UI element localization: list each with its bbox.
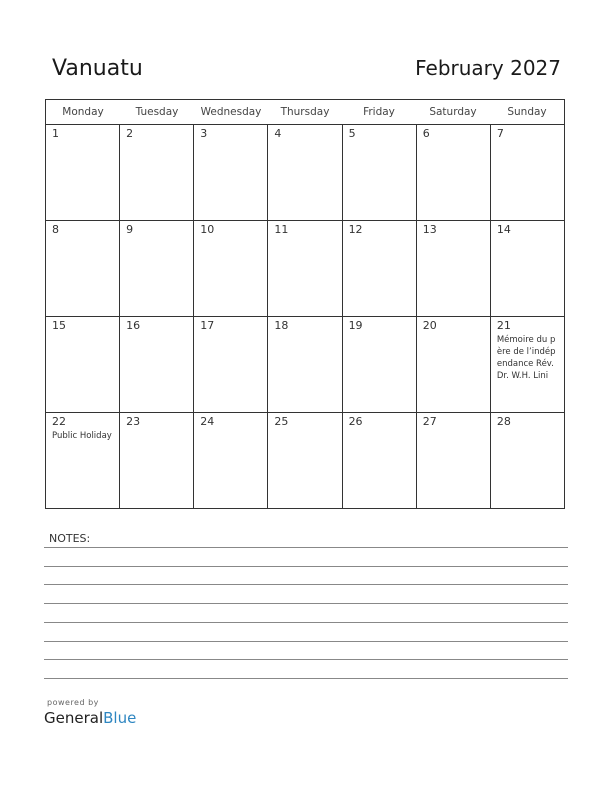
note-line <box>44 584 568 585</box>
day-number: 3 <box>200 127 208 140</box>
day-cell <box>491 221 564 316</box>
day-cell <box>343 317 417 412</box>
day-number: 16 <box>126 319 141 332</box>
day-cell <box>194 125 268 220</box>
note-line <box>44 678 568 679</box>
day-cell <box>491 317 564 412</box>
day-number: 25 <box>274 415 289 428</box>
day-cell <box>417 317 491 412</box>
day-cell <box>268 221 342 316</box>
country-title: Vanuatu <box>52 56 143 81</box>
day-number: 23 <box>126 415 141 428</box>
day-number: 19 <box>348 319 363 332</box>
day-number: 14 <box>496 223 511 236</box>
day-cell <box>46 317 120 412</box>
note-line <box>44 641 568 642</box>
day-number: 21 <box>496 319 511 332</box>
weekday-header <box>46 100 564 125</box>
day-number: 28 <box>496 415 511 428</box>
holiday-label: Mémoire du père de l’indépendance Rév. Dr. W.H. Lini <box>496 335 556 381</box>
day-cell <box>120 125 194 220</box>
day-cell <box>417 413 491 508</box>
day-number: 11 <box>274 223 289 236</box>
footer-branding <box>44 698 136 727</box>
note-line <box>44 622 568 623</box>
holiday-label: Public Holiday <box>52 431 112 441</box>
day-cell <box>194 317 268 412</box>
day-number: 6 <box>422 127 430 140</box>
day-number: 10 <box>200 223 215 236</box>
day-cell <box>417 125 491 220</box>
weekday-thursday: Thursday <box>280 106 330 118</box>
note-line <box>44 659 568 660</box>
day-number: 9 <box>126 223 134 236</box>
day-cell <box>268 317 342 412</box>
day-cell <box>417 221 491 316</box>
day-cell <box>343 125 417 220</box>
day-cell <box>343 413 417 508</box>
day-number: 12 <box>348 223 363 236</box>
day-cell <box>343 221 417 316</box>
day-cell <box>194 221 268 316</box>
day-cell <box>120 413 194 508</box>
powered-by-text: powered by <box>47 698 99 707</box>
day-number: 13 <box>422 223 437 236</box>
calendar-grid <box>45 99 565 509</box>
day-cell <box>120 221 194 316</box>
day-number: 4 <box>274 127 282 140</box>
brand-general: General <box>44 709 104 727</box>
brand-logo <box>44 709 136 727</box>
weekday-friday: Friday <box>363 106 395 118</box>
day-cell <box>120 317 194 412</box>
day-number: 17 <box>200 319 215 332</box>
month-title: February 2027 <box>415 56 561 80</box>
note-line <box>44 547 568 548</box>
day-number: 18 <box>274 319 289 332</box>
day-cell <box>268 413 342 508</box>
day-cell <box>46 221 120 316</box>
day-number: 22 <box>52 415 66 428</box>
week-row <box>46 317 564 413</box>
weekday-sunday: Sunday <box>507 106 547 118</box>
day-cell <box>491 125 564 220</box>
week-row <box>46 125 564 221</box>
day-cell <box>194 413 268 508</box>
day-number: 27 <box>422 415 437 428</box>
day-number: 1 <box>52 127 59 140</box>
day-cell <box>268 125 342 220</box>
week-row <box>46 221 564 317</box>
day-cell <box>46 413 120 508</box>
weekday-saturday: Saturday <box>429 106 477 118</box>
day-number: 8 <box>52 223 59 236</box>
weekday-tuesday: Tuesday <box>135 106 179 118</box>
day-number: 26 <box>348 415 363 428</box>
weekday-wednesday: Wednesday <box>200 106 262 118</box>
day-number: 20 <box>422 319 437 332</box>
day-number: 7 <box>496 127 504 140</box>
day-number: 15 <box>52 319 66 332</box>
notes-label: NOTES: <box>49 532 91 545</box>
note-line <box>44 603 568 604</box>
day-cell <box>491 413 564 508</box>
day-number: 2 <box>126 127 134 140</box>
day-number: 5 <box>348 127 356 140</box>
week-row <box>46 413 564 508</box>
day-cell <box>46 125 120 220</box>
brand-blue: Blue <box>103 709 137 727</box>
weekday-monday: Monday <box>62 106 104 118</box>
day-number: 24 <box>200 415 215 428</box>
note-line <box>44 566 568 567</box>
